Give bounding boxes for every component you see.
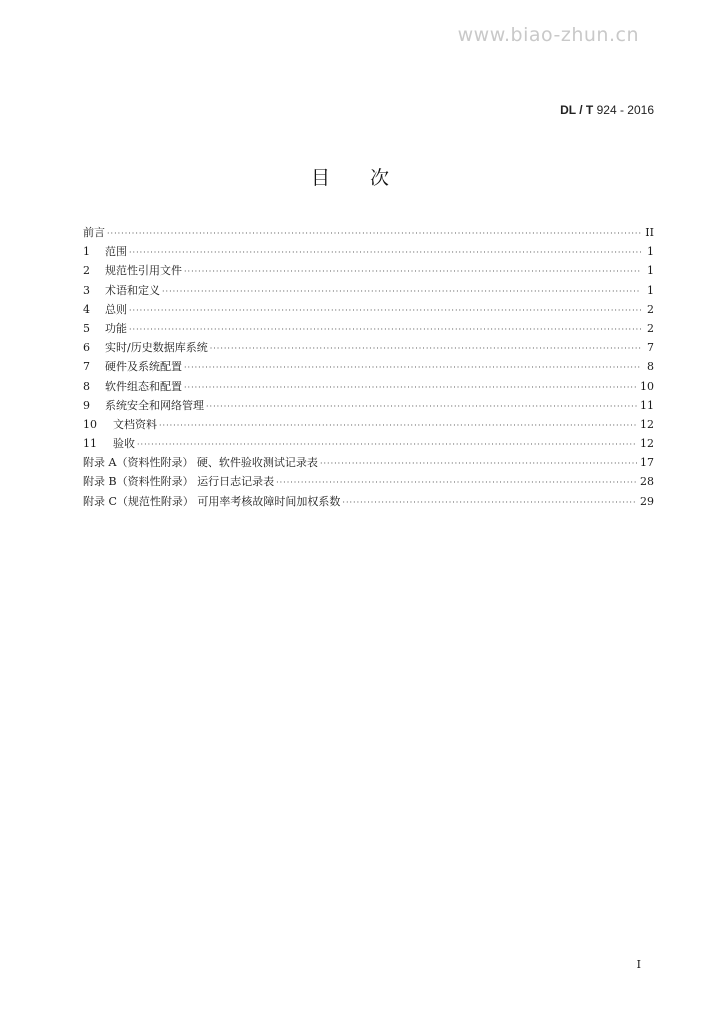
toc-row-appendix-b[interactable]	[83, 472, 654, 491]
toc-label: 系统安全和网络管理	[105, 398, 204, 412]
toc-label: 总则	[105, 302, 127, 316]
toc-page: 12	[640, 417, 654, 431]
toc-page: 1	[647, 245, 654, 259]
toc-label: 附录 C（规范性附录） 可用率考核故障时间加权系数	[83, 494, 341, 508]
toc-page: 1	[647, 264, 654, 278]
toc-leader	[210, 339, 641, 358]
toc-row-11[interactable]	[83, 434, 654, 453]
standard-year: - 2016	[619, 103, 654, 117]
toc-leader	[129, 301, 641, 320]
toc-page: 7	[647, 341, 654, 355]
toc-page: 2	[647, 302, 654, 316]
toc-label: 前言	[83, 226, 105, 239]
toc-num: 11	[83, 437, 97, 451]
toc-label: 附录 A（资料性附录） 硬、软件验收测试记录表	[83, 456, 318, 470]
toc-page: II	[645, 226, 654, 239]
table-of-contents	[83, 223, 654, 511]
toc-label: 软件组态和配置	[105, 379, 182, 393]
page-number: I	[636, 958, 641, 971]
toc-leader	[342, 493, 637, 512]
toc-leader	[320, 454, 637, 473]
toc-label: 附录 B（资料性附录） 运行日志记录表	[83, 475, 275, 489]
toc-label: 文档资料	[113, 417, 157, 431]
toc-page: 29	[640, 494, 654, 508]
toc-label: 规范性引用文件	[105, 264, 182, 278]
toc-page: 2	[647, 321, 654, 335]
toc-leader	[162, 282, 641, 301]
toc-leader	[276, 473, 637, 492]
page-title: 目次	[310, 167, 429, 189]
toc-leader	[107, 224, 641, 243]
toc-label: 范围	[105, 245, 127, 259]
toc-leader	[137, 435, 637, 454]
toc-page: 8	[647, 360, 654, 374]
toc-row-appendix-c[interactable]	[83, 492, 654, 511]
toc-leader	[129, 243, 641, 262]
toc-num: 3	[83, 283, 90, 297]
toc-row-4[interactable]	[83, 300, 654, 319]
toc-num: 7	[83, 360, 90, 374]
toc-label: 功能	[105, 321, 127, 335]
toc-num: 8	[83, 379, 90, 393]
toc-label: 硬件及系统配置	[105, 360, 182, 374]
watermark: www.biao-zhun.cn	[457, 24, 639, 46]
standard-number: 924	[596, 103, 617, 117]
toc-num: 9	[83, 398, 90, 412]
toc-label: 术语和定义	[105, 283, 160, 297]
toc-leader	[184, 378, 637, 397]
toc-leader	[159, 416, 637, 435]
toc-row-1[interactable]	[83, 242, 654, 261]
toc-num: 10	[83, 417, 97, 431]
toc-row-8[interactable]	[83, 377, 654, 396]
toc-leader	[129, 320, 641, 339]
toc-leader	[184, 358, 641, 377]
toc-page: 17	[640, 456, 654, 470]
standard-code	[560, 103, 654, 117]
toc-row-10[interactable]	[83, 415, 654, 434]
toc-page: 28	[640, 475, 654, 489]
standard-prefix: DL / T	[560, 103, 594, 117]
toc-num: 1	[83, 245, 90, 259]
toc-page: 12	[640, 437, 654, 451]
toc-leader	[184, 262, 641, 281]
toc-page: 11	[640, 398, 654, 412]
toc-row-5[interactable]	[83, 319, 654, 338]
toc-num: 2	[83, 264, 90, 278]
toc-row-6[interactable]	[83, 338, 654, 357]
toc-page: 10	[640, 379, 654, 393]
toc-label: 实时/历史数据库系统	[105, 341, 208, 355]
toc-row-foreword[interactable]	[83, 223, 654, 242]
toc-page: 1	[647, 283, 654, 297]
toc-num: 4	[83, 302, 90, 316]
toc-num: 5	[83, 321, 90, 335]
toc-leader	[206, 397, 637, 416]
toc-row-3[interactable]	[83, 281, 654, 300]
toc-label: 验收	[113, 437, 135, 451]
toc-row-9[interactable]	[83, 396, 654, 415]
toc-row-7[interactable]	[83, 357, 654, 376]
toc-num: 6	[83, 341, 90, 355]
toc-row-2[interactable]	[83, 261, 654, 280]
toc-row-appendix-a[interactable]	[83, 453, 654, 472]
